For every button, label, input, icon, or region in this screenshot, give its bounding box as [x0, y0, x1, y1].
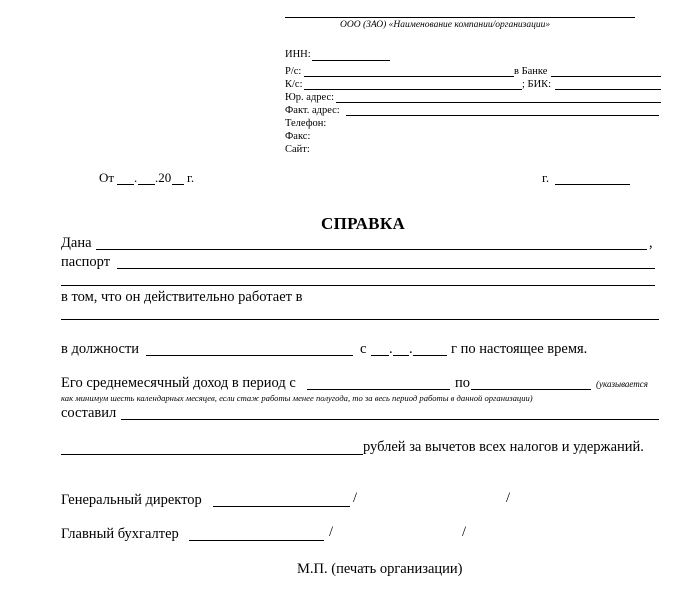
company-name-line: [285, 17, 635, 18]
city-line: [555, 184, 630, 185]
issued-to-line: [96, 249, 647, 250]
since-month-line: [393, 355, 409, 356]
employer-line: [61, 319, 659, 320]
since-day-line: [371, 355, 389, 356]
director-label: Генеральный директор: [61, 492, 202, 508]
income-note: как минимум шесть календарных месяцев, если стаж работы менее полугода, то за весь период работы в данной организации): [61, 393, 533, 403]
position-line: [146, 355, 353, 356]
since-dot-1: .: [389, 341, 393, 357]
actual-address-label: Факт. адрес:: [285, 105, 340, 116]
fax-label: Факс:: [285, 131, 311, 142]
date-from-label: От: [99, 170, 115, 185]
income-to-line: [471, 389, 591, 390]
accountant-signature-line: [189, 540, 324, 541]
income-to-label: по: [455, 375, 471, 391]
stamp-label: М.П. (печать организации): [297, 561, 463, 577]
income-label: Его среднемесячный доход в период с: [61, 375, 296, 391]
accountant-slash-1: /: [329, 524, 334, 540]
date-year-line: [172, 184, 184, 185]
date-year-prefix: .20: [155, 170, 172, 185]
works-at-text: в том, что он действительно работает в: [61, 289, 303, 305]
amount-line: [121, 419, 659, 420]
bik-line: [555, 89, 661, 90]
city-label: г.: [542, 170, 550, 185]
position-label: в должности: [61, 341, 140, 357]
rs-label: Р/с:: [285, 66, 302, 77]
since-dot-2: .: [409, 341, 413, 357]
accountant-label: Главный бухгалтер: [61, 526, 179, 542]
amount-label: составил: [61, 405, 117, 421]
passport-line: [117, 268, 655, 269]
passport-line-2: [61, 285, 655, 286]
date-day-line: [117, 184, 134, 185]
director-signature-line: [213, 506, 350, 507]
accountant-slash-2: /: [462, 524, 467, 540]
till-now-text: г по настоящее время.: [451, 341, 588, 357]
phone-label: Телефон:: [285, 118, 327, 129]
amount-suffix-text: рублей за вычетов всех налогов и удержаний.: [363, 439, 644, 455]
passport-label: паспорт: [61, 254, 111, 270]
bank-line: [551, 76, 661, 77]
rs-line: [304, 76, 514, 77]
income-note-start: (указывается: [596, 379, 648, 389]
issued-to-comma: ,: [649, 235, 653, 251]
date-dot: .: [134, 170, 138, 185]
bik-label: ; БИК:: [522, 79, 552, 90]
income-from-line: [307, 389, 450, 390]
site-label: Сайт:: [285, 144, 310, 155]
since-year-line: [413, 355, 447, 356]
ks-line: [304, 89, 522, 90]
issued-to-label: Дана: [61, 235, 92, 251]
bank-label: в Банке: [514, 66, 548, 77]
legal-address-line: [336, 102, 661, 103]
legal-address-label: Юр. адрес:: [285, 92, 335, 103]
inn-line: [312, 60, 390, 61]
since-label: с: [360, 341, 367, 357]
date-year-suffix: г.: [187, 170, 195, 185]
date-month-line: [138, 184, 155, 185]
actual-address-line: [346, 115, 659, 116]
document-title: СПРАВКА: [321, 214, 406, 233]
company-caption: ООО (ЗАО) «Наименование компании/организации»: [340, 20, 551, 30]
ks-label: К/с:: [285, 79, 303, 90]
director-slash-1: /: [353, 490, 358, 506]
amount-words-line: [61, 454, 363, 455]
director-slash-2: /: [506, 490, 511, 506]
inn-label: ИНН:: [285, 49, 311, 60]
